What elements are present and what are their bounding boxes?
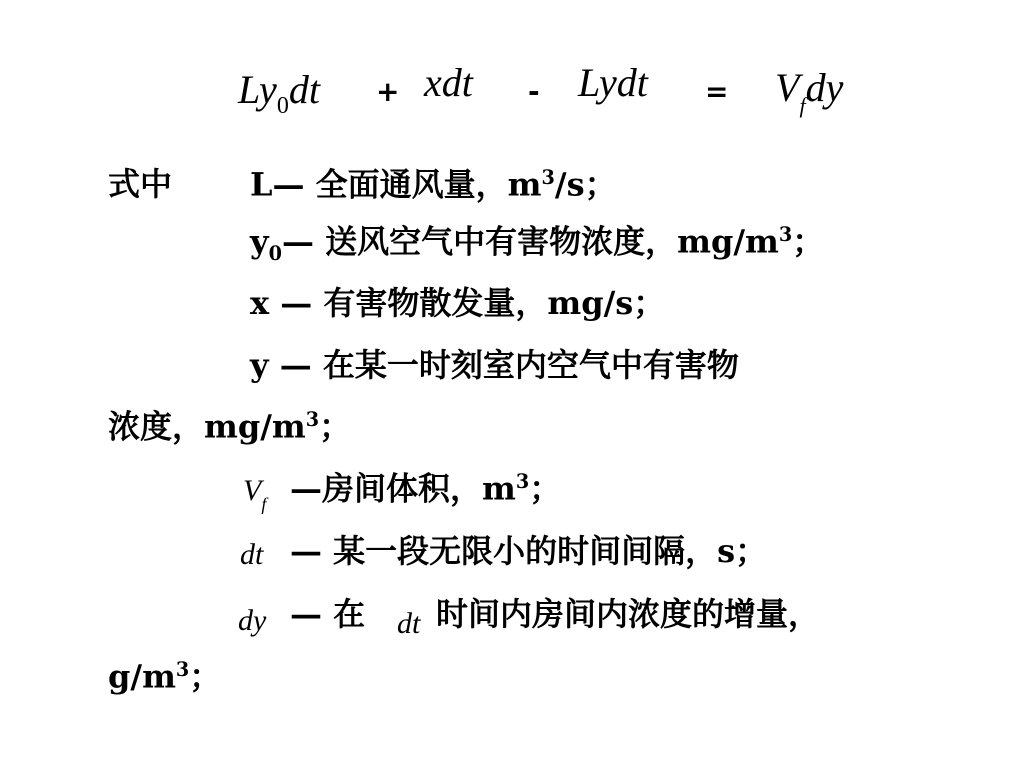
symbol-subscript-f: f xyxy=(261,494,267,514)
definition-dt xyxy=(290,532,768,570)
definitions-intro: 式中 xyxy=(108,165,173,203)
definition-text: 某一段无限小的时间间隔，s； xyxy=(333,532,768,570)
symbol-L: L xyxy=(250,165,273,204)
inline-symbol-dt: dt xyxy=(397,607,421,640)
equals-operator: = xyxy=(705,75,729,108)
superscript: 3 xyxy=(541,166,555,189)
definition-tail: ； xyxy=(319,407,352,446)
rhs-subscript: f xyxy=(799,93,806,118)
dash: — xyxy=(272,165,305,204)
definition-y0 xyxy=(250,222,825,266)
rhs-base: V xyxy=(775,65,800,110)
definition-tail: ； xyxy=(792,222,825,261)
definition-tail: ； xyxy=(189,657,222,696)
equation-rhs xyxy=(775,65,844,118)
definition-dy xyxy=(290,595,366,633)
rhs-tail: dy xyxy=(805,65,844,110)
definition-text: 全面通风量，m xyxy=(315,165,542,204)
symbol-dt: dt xyxy=(240,538,264,571)
dash: — xyxy=(280,284,313,322)
dash: — xyxy=(279,346,312,384)
minus-operator: - xyxy=(528,75,540,108)
definition-y xyxy=(250,346,739,384)
definition-pre: 在 xyxy=(333,595,366,633)
equation-term3: Lydt xyxy=(578,60,648,105)
plus-operator: + xyxy=(376,75,400,108)
term1-subscript: 0 xyxy=(276,93,289,119)
definition-tail: /s； xyxy=(554,165,617,204)
superscript: 3 xyxy=(175,658,190,681)
superscript: 3 xyxy=(305,408,320,431)
definition-text: 送风空气中有害物浓度，mg/m xyxy=(325,222,779,261)
term1-base: Ly xyxy=(238,67,277,112)
equation-term2: xdt xyxy=(424,60,473,105)
dash: — xyxy=(290,469,322,508)
dash: — xyxy=(281,222,314,261)
definition-text-line1: 在某一时刻室内空气中有害物 xyxy=(322,346,739,384)
definition-line2: g/m xyxy=(108,657,176,696)
superscript: 3 xyxy=(778,223,793,246)
definition-y-continued xyxy=(108,407,352,446)
dash: — xyxy=(290,595,322,633)
definition-tail: ； xyxy=(529,469,562,508)
equation-term1 xyxy=(238,67,320,119)
symbol-dy: dy xyxy=(238,604,267,637)
term1-tail: dt xyxy=(288,67,320,112)
symbol-y: y xyxy=(250,222,269,261)
definition-text-line2: 浓度，mg/m xyxy=(108,407,306,446)
subscript-0: 0 xyxy=(268,242,282,266)
definition-text: 有害物散发量，mg/s； xyxy=(323,284,666,322)
dash: — xyxy=(290,532,322,570)
definition-dy-text: 时间内房间内浓度的增量， xyxy=(436,595,821,633)
symbol-V: V xyxy=(243,474,262,507)
definition-x xyxy=(250,284,666,322)
definition-Vf xyxy=(290,469,562,508)
symbol-Vf xyxy=(243,476,266,513)
symbol-y: y xyxy=(250,346,269,384)
definition-text: 房间体积，m xyxy=(322,469,516,508)
definition-dy-continued xyxy=(108,657,222,696)
superscript: 3 xyxy=(515,470,530,493)
symbol-x: x xyxy=(250,284,270,322)
definition-L xyxy=(250,165,617,204)
